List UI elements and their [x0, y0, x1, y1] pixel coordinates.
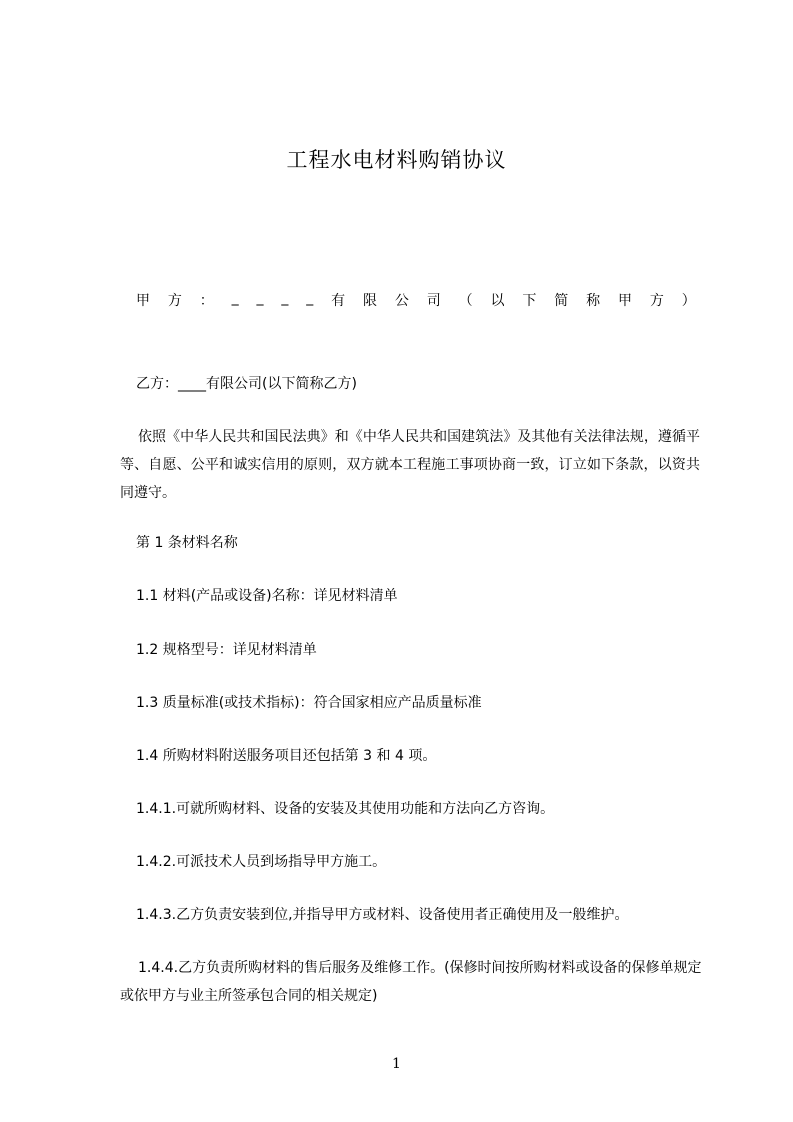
party-b-line: 乙方：____有限公司(以下简称乙方): [136, 376, 357, 392]
party-a-char: ：: [199, 293, 214, 309]
intro-paragraph: 依照《中华人民共和国民法典》和《中华人民共和国建筑法》及其他有关法律法规，遵循平等、自愿、公平和诚实信用的原则，双方就本工程施工事项协商一致，订立如下条款，以资共同遵守。: [120, 429, 700, 501]
party-a-char: 称: [586, 293, 601, 309]
party-a-char: 司: [426, 293, 441, 309]
party-a-char: _: [306, 290, 314, 306]
party-a-char: 简: [554, 293, 569, 309]
party-a-char: 公: [394, 293, 409, 309]
party-a-char: _: [281, 290, 289, 306]
clause-1-4: 1.4 所购材料附送服务项目还包括第 3 和 4 项。: [136, 748, 437, 764]
party-a-char: ）: [681, 293, 696, 309]
clause-1-3: 1.3 质量标准(或技术指标)：符合国家相应产品质量标准: [136, 695, 482, 711]
party-a-char: 限: [363, 293, 377, 309]
page-number: 1: [392, 1056, 401, 1072]
party-a-char: 有: [331, 293, 346, 309]
party-a-char: _: [231, 290, 239, 306]
article-1-heading: 第 1 条材料名称: [136, 535, 238, 551]
party-a-char: 甲: [618, 293, 632, 309]
party-a-char: 以: [490, 293, 505, 309]
party-a-char: 下: [522, 293, 537, 309]
party-a-char: （: [458, 293, 473, 309]
clause-1-2: 1.2 规格型号：详见材料清单: [136, 642, 317, 658]
clause-1-4-1: 1.4.1.可就所购材料、设备的安装及其使用功能和方法向乙方咨询。: [136, 801, 555, 817]
party-a-char: 方: [649, 293, 664, 309]
clause-1-4-3: 1.4.3.乙方负责安装到位,并指导甲方或材料、设备使用者正确使用及一般维护。: [136, 907, 629, 923]
party-a-char: 甲: [136, 293, 150, 309]
clause-1-1: 1.1 材料(产品或设备)名称：详见材料清单: [136, 588, 398, 604]
party-a-char: 方: [167, 293, 182, 309]
clause-1-4-4: 1.4.4.乙方负责所购材料的售后服务及维修工作。(保修时间按所购材料或设备的保修单规定或依甲方与业主所签承包合同的相关规定): [120, 960, 702, 1004]
clause-1-4-2: 1.4.2.可派技术人员到场指导甲方施工。: [136, 854, 387, 870]
party-a-char: _: [256, 290, 264, 306]
party-a-line: [136, 290, 696, 310]
document-title: 工程水电材料购销协议: [286, 148, 507, 172]
